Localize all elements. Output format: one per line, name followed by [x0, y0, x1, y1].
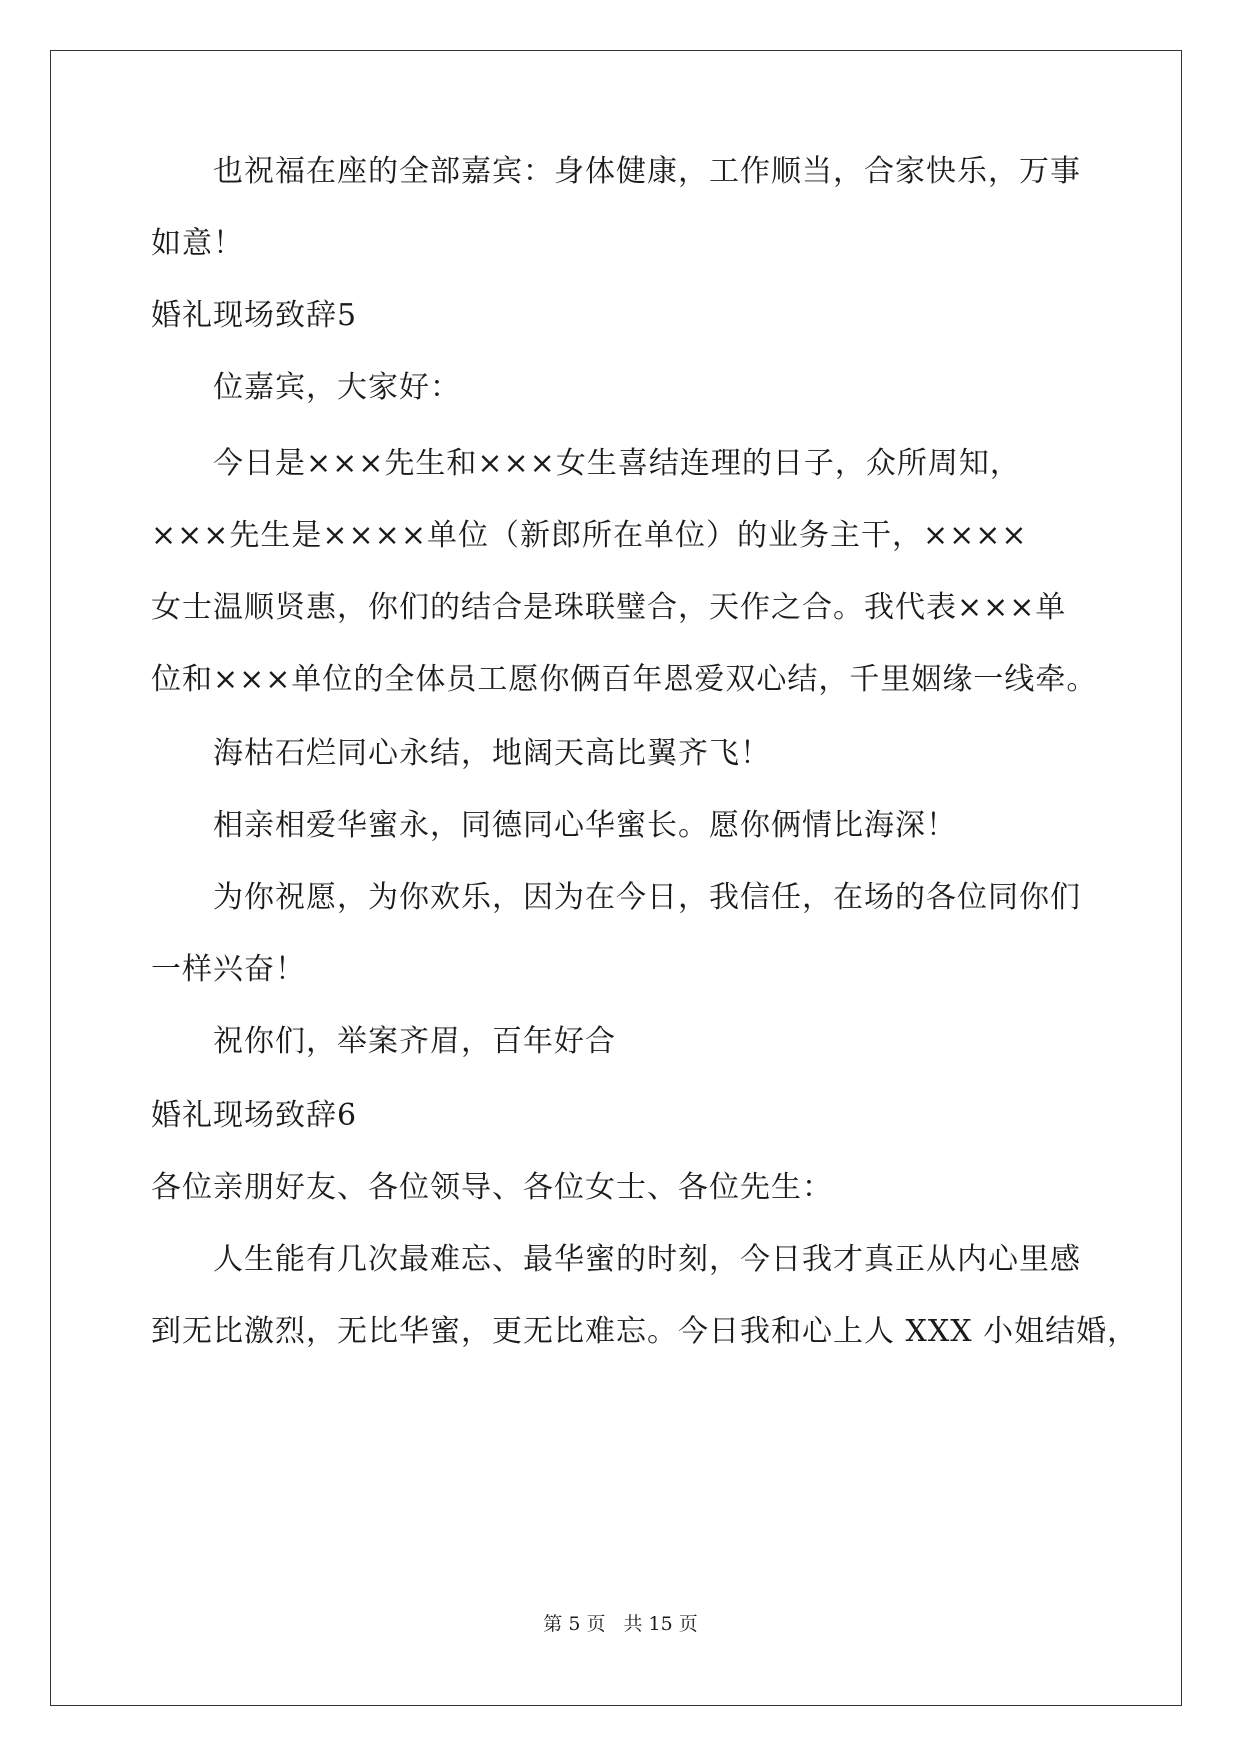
- salutation-line: 各位亲朋好友、各位领导、各位女士、各位先生：: [151, 1170, 833, 1205]
- body-line-5: 女士温顺贤惠，你们的结合是珠联璧合，天作之合。我代表×××单: [151, 590, 1067, 625]
- body-line-10: 一样兴奋！: [151, 952, 306, 987]
- body-line-2: 如意！: [151, 226, 244, 261]
- body-line-3: 今日是×××先生和×××女生喜结连理的日子，众所周知，: [213, 446, 1021, 481]
- greeting-line: 位嘉宾，大家好：: [213, 370, 461, 405]
- body-line-4: ×××先生是××××单位（新郎所在单位）的业务主干，××××: [151, 518, 1028, 553]
- body-line-7: 海枯石烂同心永结，地阔天高比翼齐飞！: [213, 736, 771, 771]
- section-heading-5: 婚礼现场致辞5: [151, 298, 358, 333]
- body-line-11: 祝你们，举案齐眉，百年好合: [213, 1024, 616, 1059]
- body-line-6: 位和×××单位的全体员工愿你俩百年恩爱双心结，千里姻缘一线牵。: [151, 662, 1098, 697]
- page-footer: [0, 1612, 1241, 1636]
- body-line-1: 也祝福在座的全部嘉宾：身体健康，工作顺当，合家快乐，万事: [213, 154, 1081, 189]
- body-line-8: 相亲相爱华蜜永，同德同心华蜜长。愿你俩情比海深！: [213, 808, 957, 843]
- body-line-12: 人生能有几次最难忘、最华蜜的时刻，今日我才真正从内心里感: [213, 1242, 1081, 1277]
- section-heading-6: 婚礼现场致辞6: [151, 1098, 358, 1133]
- body-line-9: 为你祝愿，为你欢乐，因为在今日，我信任，在场的各位同你们: [213, 880, 1081, 915]
- page-number: 第 5 页: [543, 1613, 606, 1635]
- body-line-13: 到无比激烈，无比华蜜，更无比难忘。今日我和心上人 XXX 小姐结婚，: [151, 1314, 1139, 1349]
- page-total: 共 15 页: [623, 1613, 698, 1635]
